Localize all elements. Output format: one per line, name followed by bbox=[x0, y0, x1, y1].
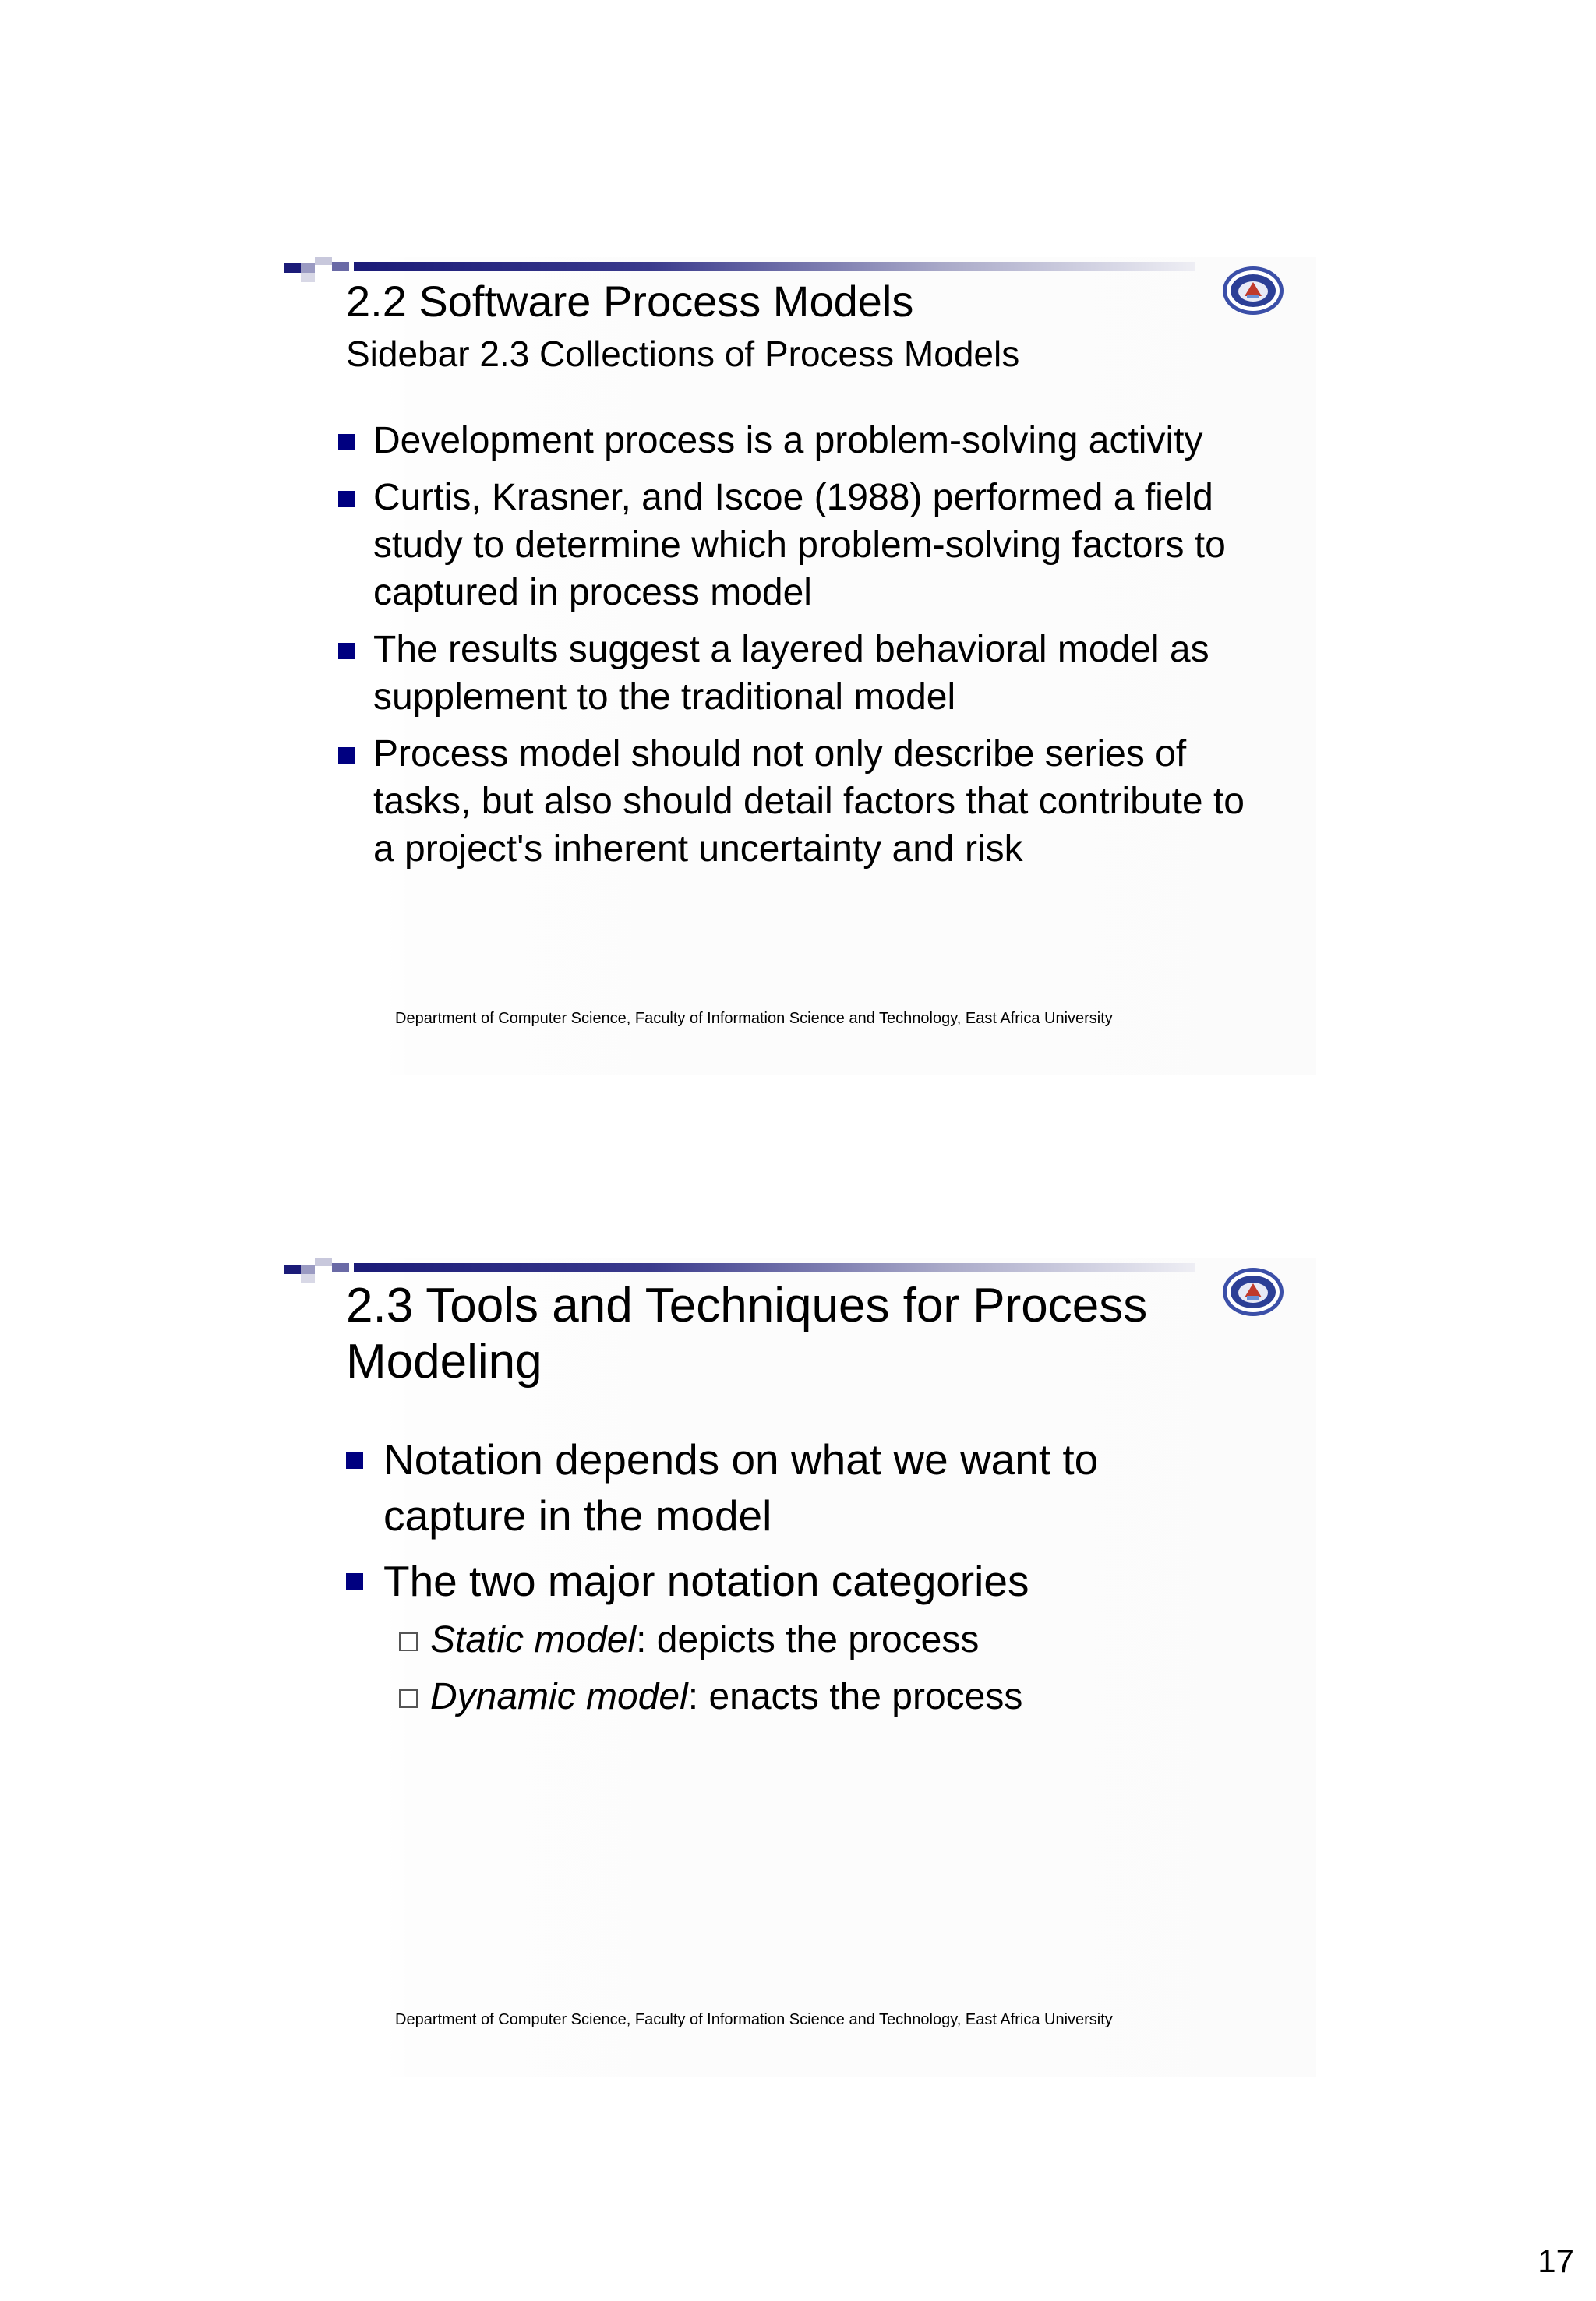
list-item: Dynamic model: enacts the process bbox=[399, 1674, 1178, 1720]
list-item: Static model: depicts the process bbox=[399, 1617, 1178, 1664]
square-bullet-icon bbox=[338, 747, 355, 764]
bullet-list bbox=[346, 1431, 1203, 1609]
slide-2-3 bbox=[284, 1258, 1316, 2077]
slide-subtitle: Sidebar 2.3 Collections of Process Models bbox=[346, 334, 1020, 374]
square-bullet-icon bbox=[346, 1573, 363, 1590]
slide-title: 2.2 Software Process Models bbox=[346, 277, 914, 326]
page-number: 17 bbox=[1538, 2243, 1574, 2279]
slide-footer: Department of Computer Science, Faculty of Information Science and Technology, East Africa University bbox=[395, 1010, 1113, 1027]
university-seal-icon bbox=[1221, 265, 1285, 316]
list-item: The results suggest a layered behavioral model as supplement to the traditional model bbox=[338, 626, 1273, 721]
square-bullet-icon bbox=[338, 491, 355, 507]
square-bullet-icon bbox=[338, 434, 355, 450]
hollow-square-bullet-icon bbox=[399, 1632, 418, 1651]
slide-footer: Department of Computer Science, Faculty of Information Science and Technology, East Africa University bbox=[395, 2011, 1113, 2028]
university-seal-icon bbox=[1221, 1266, 1285, 1318]
sub-bullet-list bbox=[399, 1617, 1178, 1720]
list-item: The two major notation categories bbox=[346, 1553, 1203, 1609]
square-bullet-icon bbox=[346, 1452, 363, 1469]
list-item: Notation depends on what we want to capture in the model bbox=[346, 1431, 1203, 1544]
slide-title-line-1: 2.3 Tools and Techniques for Process bbox=[346, 1279, 1148, 1332]
square-bullet-icon bbox=[338, 643, 355, 659]
hollow-square-bullet-icon bbox=[399, 1689, 418, 1708]
list-item: Development process is a problem-solving activity bbox=[338, 417, 1273, 464]
list-item: Curtis, Krasner, and Iscoe (1988) performed a field study to determine which problem-solving factors to captured in process model bbox=[338, 474, 1273, 616]
bullet-list bbox=[338, 417, 1273, 882]
list-item: Process model should not only describe series of tasks, but also should detail factors that contribute to a project's inherent uncertainty and risk bbox=[338, 730, 1273, 873]
slide-2-2 bbox=[284, 257, 1316, 1075]
slide-title-line-2: Modeling bbox=[346, 1335, 542, 1389]
